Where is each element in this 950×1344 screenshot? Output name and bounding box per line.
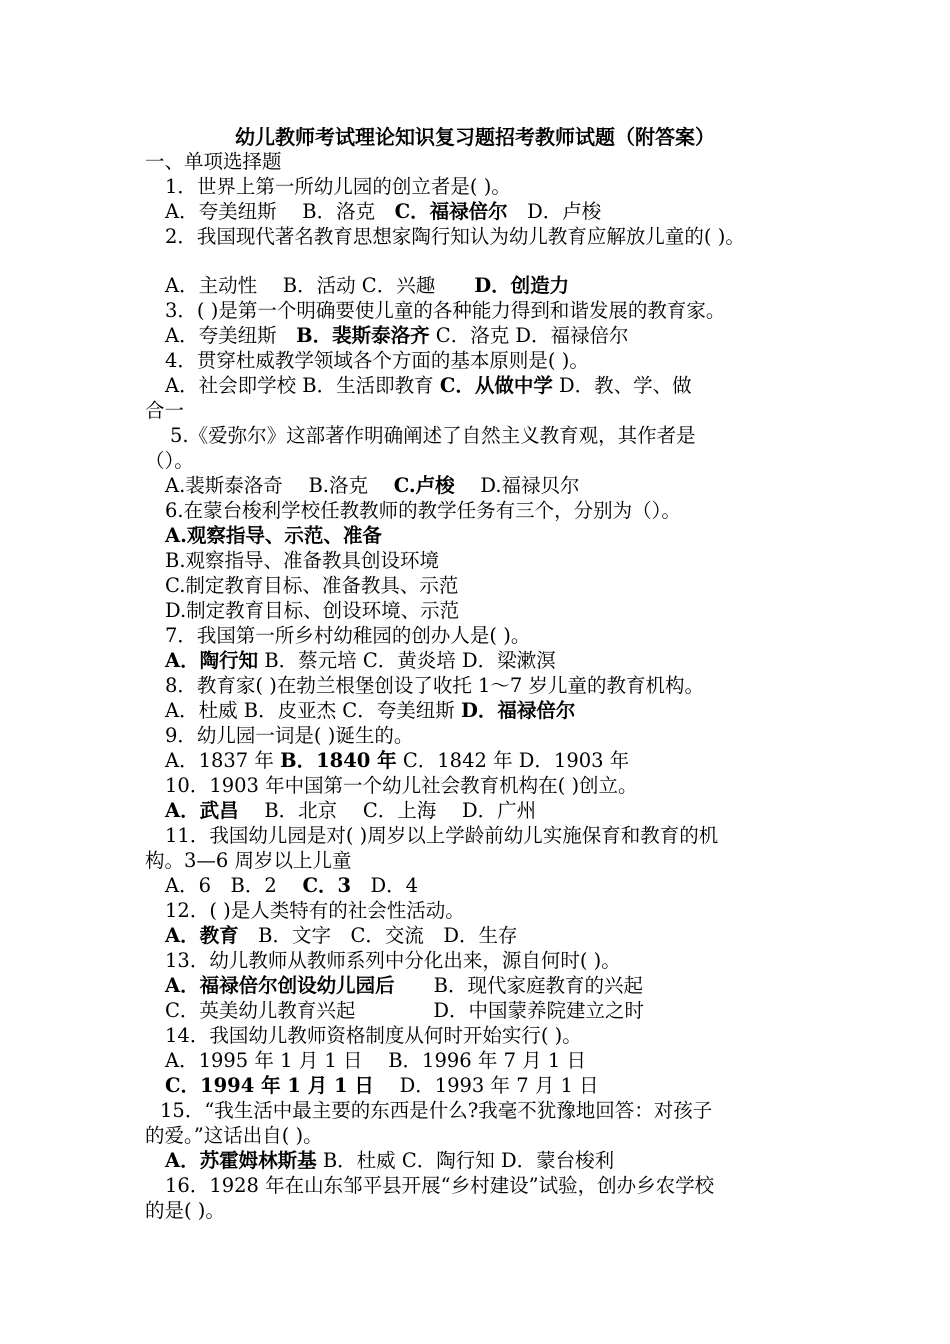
answer-option: A．福禄倍尔创设幼儿园后 (165, 974, 395, 997)
question-2-options (165, 273, 569, 298)
document-title: 幼儿教师考试理论知识复习题招考教师试题（附答案） (235, 125, 715, 149)
option-text: A．夸美纽斯 B．洛克 (165, 200, 395, 223)
option-text: D.制定教育目标、创设环境、示范 (165, 599, 460, 622)
question-13-options-ab (165, 973, 643, 998)
option-text: A．杜威 B．皮亚杰 C．夸美纽斯 (165, 699, 461, 722)
option-text: D．教、学、做 (552, 374, 692, 397)
question-15: 15．“我生活中最主要的东西是什么?我毫不犹豫地回答：对孩子 (160, 1099, 713, 1122)
question-10: 10．1903 年中国第一个幼儿社会教育机构在( )创立。 (165, 774, 638, 797)
question-3-options (165, 323, 629, 348)
answer-option: B．裴斯泰洛齐 (296, 324, 430, 347)
question-7-options (165, 648, 556, 673)
answer-option: A．武昌 (165, 799, 239, 822)
question-16-continuation: 的是( )。 (145, 1199, 225, 1222)
question-15-options (165, 1148, 614, 1173)
option-text: A．主动性 B．活动 C．兴趣 (165, 274, 475, 297)
question-7: 7．我国第一所乡村幼稚园的创办人是( )。 (165, 624, 531, 647)
option-text: B．文字 C．交流 D．生存 (238, 924, 518, 947)
section-heading: 一、单项选择题 (145, 150, 282, 173)
question-6: 6.在蒙台梭利学校任教教师的教学任务有三个，分别为（）。 (165, 499, 681, 522)
question-12-options (165, 923, 518, 948)
answer-option: C.卢梭 (393, 474, 455, 497)
question-14: 14．我国幼儿教师资格制度从何时开始实行( )。 (165, 1024, 582, 1047)
question-14-options-cd (165, 1073, 599, 1098)
option-text: C．1842 年 D．1903 年 (396, 749, 630, 772)
question-9: 9．幼儿园一词是( )诞生的。 (165, 724, 414, 747)
option-text: B．杜威 C．陶行知 D．蒙台梭利 (316, 1149, 615, 1172)
question-9-options (165, 748, 629, 773)
answer-option: D．福禄倍尔 (460, 699, 576, 722)
option-text: D．1993 年 7 月 1 日 (373, 1074, 599, 1097)
option-text: C．洛克 D．福禄倍尔 (429, 324, 629, 347)
option-text: B．蔡元培 C．黄炎培 D．梁漱溟 (258, 649, 556, 672)
question-1-options (165, 199, 601, 224)
option-text: A．6 B．2 (165, 874, 303, 897)
question-3: 3．( )是第一个明确要使儿童的各种能力得到和谐发展的教育家。 (165, 299, 726, 322)
answer-option: C．福禄倍尔 (394, 200, 508, 223)
question-14-options-ab: A．1995 年 1 月 1 日 B．1996 年 7 月 1 日 (165, 1049, 586, 1072)
question-8: 8．教育家( )在勃兰根堡创设了收托 1～7 岁儿童的教育机构。 (165, 674, 705, 697)
answer-option: D．创造力 (474, 274, 570, 297)
answer-option: A．苏霍姆林斯基 (165, 1149, 317, 1172)
question-16: 16．1928 年在山东邹平县开展“乡村建设”试验，创办乡农学校 (165, 1174, 715, 1197)
answer-option: C．1994 年 1 月 1 日 (165, 1074, 374, 1097)
question-5-continuation: （）。 (145, 449, 194, 472)
question-5-options (165, 473, 580, 498)
option-text: A．1837 年 (165, 749, 281, 772)
answer-option: A.观察指导、示范、准备 (165, 524, 382, 547)
question-12: 12．( )是人类特有的社会性活动。 (165, 899, 465, 922)
question-10-options (165, 798, 536, 823)
question-13: 13．幼儿教师从教师系列中分化出来，源自何时( )。 (165, 949, 621, 972)
question-11-continuation: 构。3—6 周岁以上儿童 (145, 849, 352, 872)
option-text: C.制定教育目标、准备教具、示范 (165, 574, 459, 597)
question-11-options (165, 873, 418, 898)
option-text: A．夸美纽斯 (165, 324, 297, 347)
option-text: D.福禄贝尔 (454, 474, 580, 497)
question-5: 5.《爱弥尔》这部著作明确阐述了自然主义教育观，其作者是 (170, 424, 696, 447)
question-8-options (165, 698, 575, 723)
question-15-continuation: 的爱。”这话出自( )。 (145, 1124, 323, 1147)
answer-option: A．陶行知 (165, 649, 259, 672)
option-text: B．北京 C．上海 D．广州 (238, 799, 537, 822)
question-1: 1．世界上第一所幼儿园的创立者是( )。 (165, 175, 511, 198)
question-2: 2．我国现代著名教育思想家陶行知认为幼儿教育应解放儿童的( )。 (165, 225, 745, 248)
option-text: A．社会即学校 B．生活即教育 (165, 374, 440, 397)
answer-option: A．教育 (165, 924, 239, 947)
question-13-options-cd: C．英美幼儿教育兴起 D．中国蒙养院建立之时 (165, 999, 645, 1022)
question-4-continuation: 合一 (145, 399, 185, 422)
question-11: 11．我国幼儿园是对( )周岁以上学龄前幼儿实施保育和教育的机 (165, 824, 719, 847)
option-text: D．卢梭 (507, 200, 602, 223)
option-text: D．4 (351, 874, 419, 897)
question-4: 4．贯穿杜威教学领域各个方面的基本原则是( )。 (165, 349, 589, 372)
option-text: B．现代家庭教育的兴起 (394, 974, 643, 997)
answer-option: B．1840 年 (280, 749, 397, 772)
answer-option: C．3 (302, 874, 352, 897)
option-text: B.观察指导、准备教具创设环境 (165, 549, 440, 572)
option-text: A.裴斯泰洛奇 B.洛克 (165, 474, 394, 497)
answer-option: C．从做中学 (439, 374, 553, 397)
question-4-options (165, 373, 692, 398)
